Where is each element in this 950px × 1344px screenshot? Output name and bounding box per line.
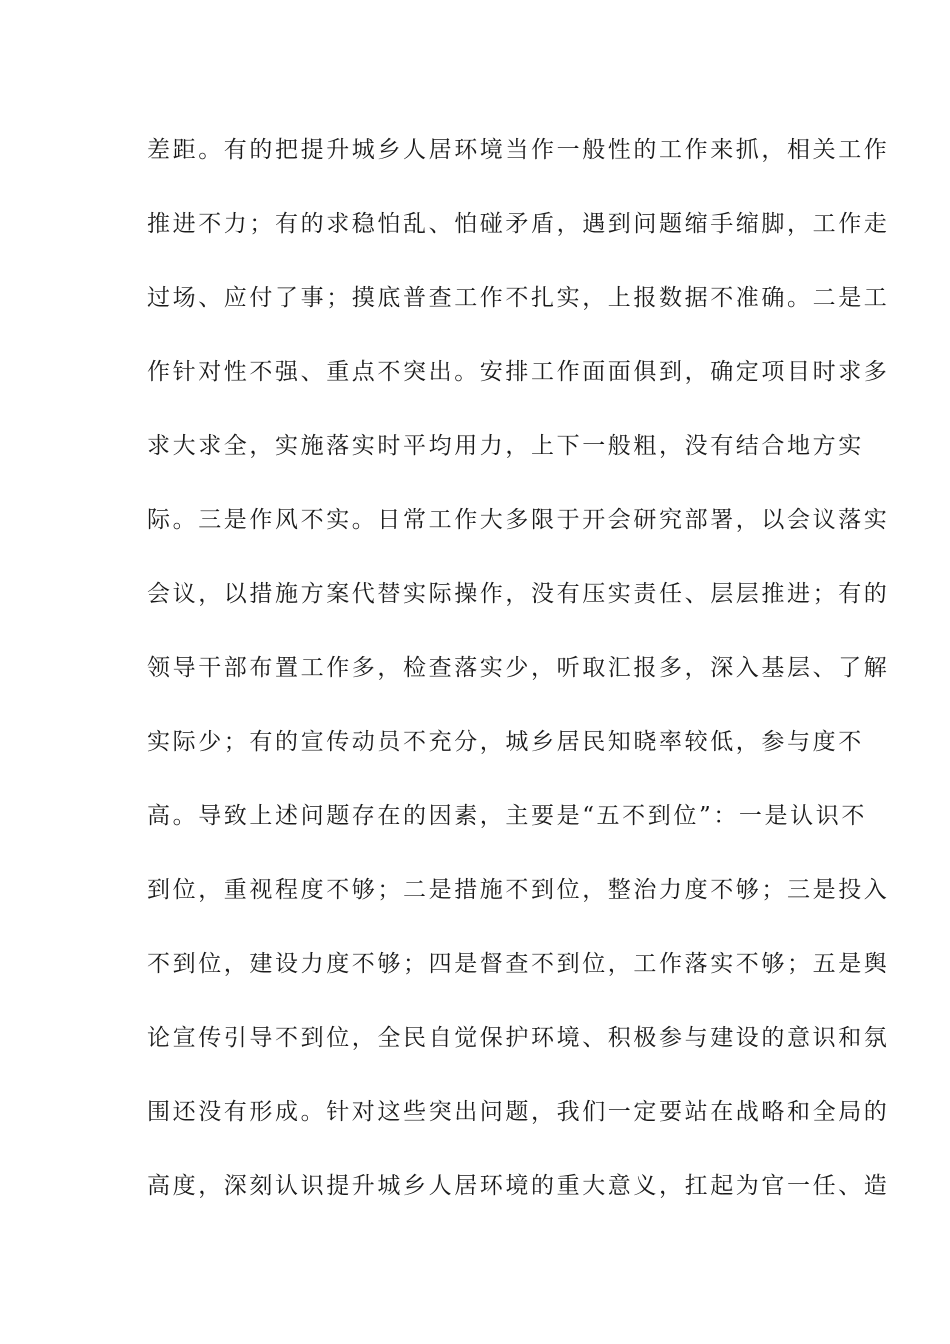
text-line: 过场、应付了事；摸底普查工作不扎实，上报数据不准确。二是工 — [147, 285, 890, 311]
text-line: 论宣传引导不到位，全民自觉保护环境、积极参与建设的意识和氛 — [147, 1025, 890, 1051]
text-line: 高度，深刻认识提升城乡人居环境的重大意义，扛起为官一任、造 — [147, 1173, 890, 1199]
text-line: 高。导致上述问题存在的因素，主要是“五不到位”：一是认识不 — [147, 803, 867, 829]
text-line: 实际少；有的宣传动员不充分，城乡居民知晓率较低，参与度不 — [147, 729, 864, 755]
text-line: 领导干部布置工作多，检查落实少，听取汇报多，深入基层、了解 — [147, 655, 890, 681]
text-line: 到位，重视程度不够；二是措施不到位，整治力度不够；三是投入 — [147, 877, 890, 903]
text-line: 推进不力；有的求稳怕乱、怕碰矛盾，遇到问题缩手缩脚，工作走 — [147, 211, 890, 237]
text-line: 会议，以措施方案代替实际操作，没有压实责任、层层推进；有的 — [147, 581, 890, 607]
text-line: 际。三是作风不实。日常工作大多限于开会研究部署，以会议落实 — [147, 507, 890, 533]
body-text — [147, 130, 890, 1240]
text-line: 围还没有形成。针对这些突出问题，我们一定要站在战略和全局的 — [147, 1099, 890, 1125]
text-line: 差距。有的把提升城乡人居环境当作一般性的工作来抓，相关工作 — [147, 137, 890, 163]
text-line: 求大求全，实施落实时平均用力，上下一般粗，没有结合地方实 — [147, 433, 864, 459]
text-line: 作针对性不强、重点不突出。安排工作面面俱到，确定项目时求多 — [147, 359, 890, 385]
text-line: 不到位，建设力度不够；四是督查不到位，工作落实不够；五是舆 — [147, 951, 890, 977]
